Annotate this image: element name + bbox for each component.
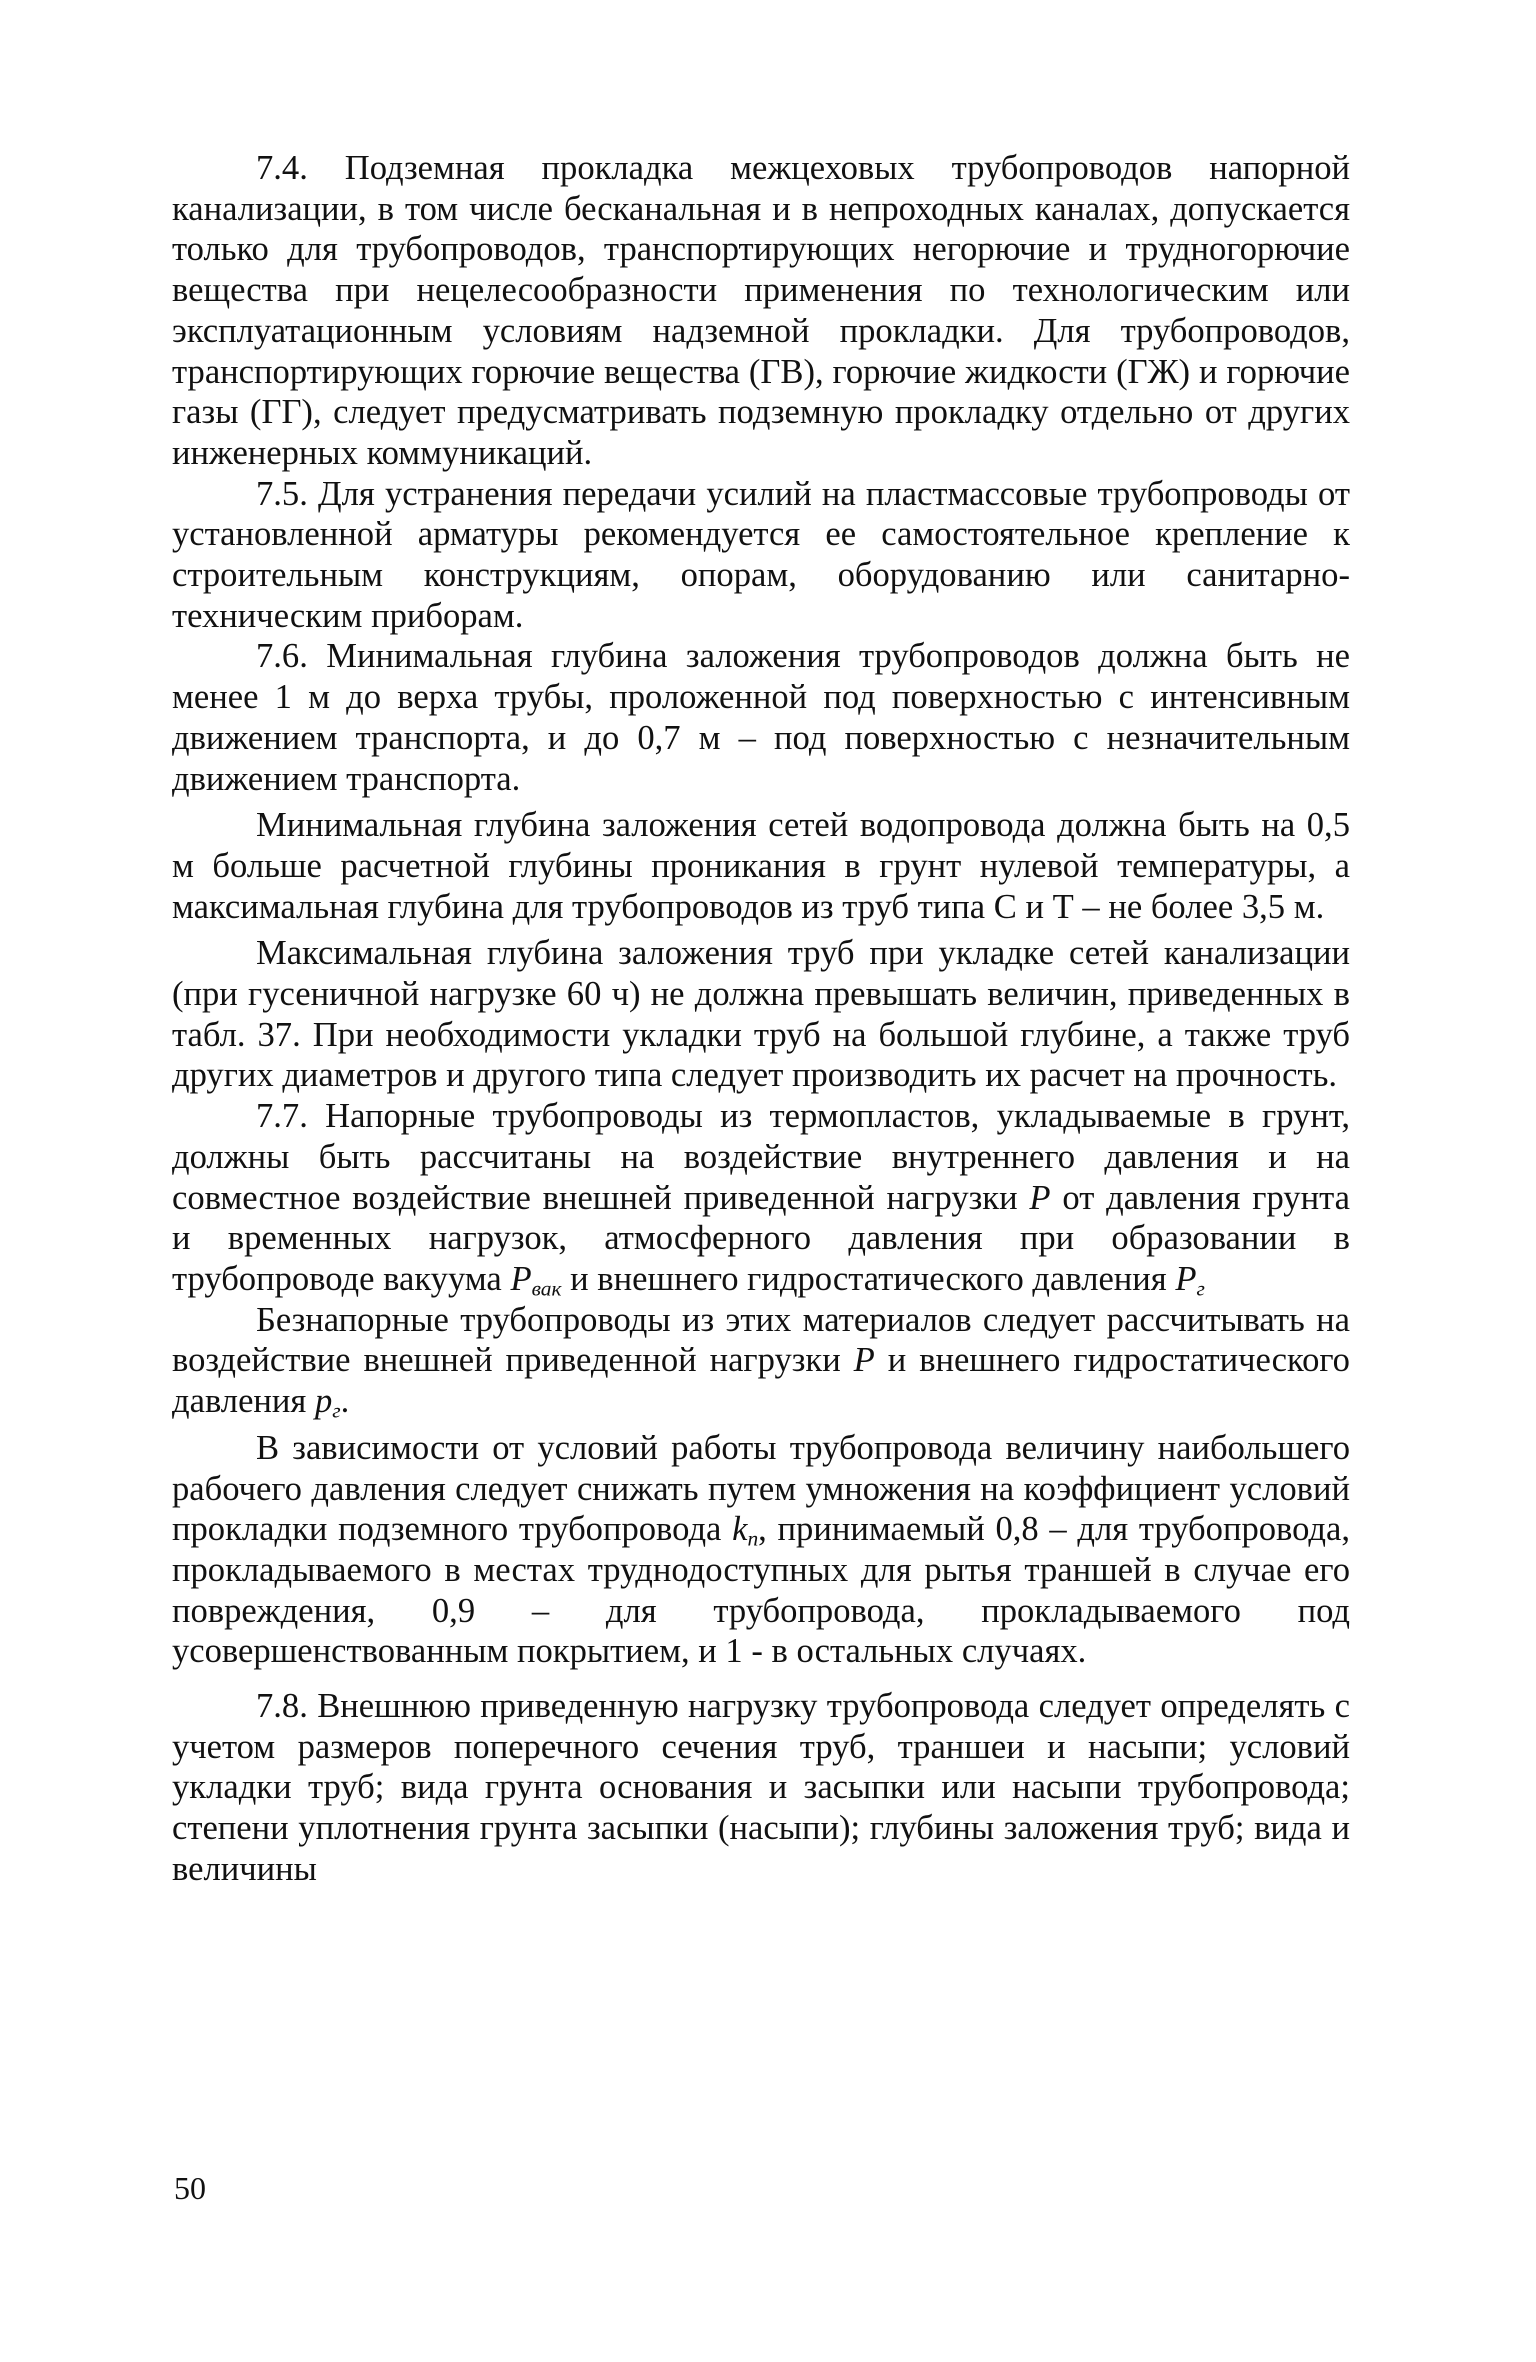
paragraph-7-6: 7.6. Минимальная глубина заложения трубопроводов должна быть не менее 1 м до верха трубы, проложенной под поверхностью с интенсивным движением транспорта, и до 0,7 м – под поверхностью с незначительным движением транспорта.	[172, 637, 1350, 798]
symbol-p-g-2-sub: г	[332, 1398, 341, 1423]
symbol-k-sub: п	[747, 1526, 759, 1551]
paragraph-coefficient-text-1: В зависимости от условий работы трубопровода величину наибольшего рабочего давления следует снижать путем умножения на коэффициент условий прокладки подземного трубопровода	[172, 1428, 1350, 1549]
paragraph-7-7-text-3: и внешнего гидростатического давления	[570, 1259, 1167, 1298]
paragraph-7-5: 7.5. Для устранения передачи усилий на пластмассовые трубопроводы от установленной арматуры рекомендуется ее самостоятельное крепление к строительным конструкциям, опорам, оборудованию или санитарно-техническим приборам.	[172, 474, 1350, 635]
symbol-p-vac	[510, 1259, 562, 1301]
symbol-p-g-2-base: p	[314, 1382, 333, 1421]
symbol-p-vac-sub: вак	[531, 1276, 562, 1301]
paragraph-sewer-depth: Максимальная глубина заложения труб при укладке сетей канализации (при гусеничной нагрузке 60 ч) не должна превышать величин, приведенных в табл. 37. При необходимости укладки труб на большой глубине, а также труб других диаметров и другого типа следует производить их расчет на прочность.	[172, 934, 1350, 1095]
symbol-p-2: P	[853, 1341, 875, 1380]
paragraph-7-7-text-1: 7.7. Напорные трубопроводы из термопластов, укладываемые в грунт, должны быть рассчитаны на воздействие внутреннего давления и на совместное воздействие внешней приведенной нагрузки	[172, 1097, 1350, 1217]
paragraph-non-pressure	[172, 1300, 1350, 1422]
paragraph-water-depth: Минимальная глубина заложения сетей водопровода должна быть на 0,5 м больше расчетной глубины проникания в грунт нулевой температуры, а максимальная глубина для трубопроводов из труб типа С и Т – не более 3,5 м.	[172, 806, 1350, 926]
symbol-k-n	[732, 1510, 759, 1551]
symbol-p-g	[1175, 1259, 1205, 1301]
document-page	[172, 148, 1350, 1890]
paragraph-7-7-text-2: от давления грунта и временных нагрузок, атмосферного давления при образовании в трубопроводе вакуума	[172, 1178, 1350, 1298]
paragraph-7-4: 7.4. Подземная прокладка межцеховых трубопроводов напорной канализации, в том числе бесканальная и в непроходных каналах, допускается только для трубопроводов, транспортирующих негорючие и трудногорючие вещества при нецелесообразности применения по технологическим или эксплуатационным условиям надземной прокладки. Для трубопроводов, транспортирующих горючие вещества (ГВ), горючие жидкости (ГЖ) и горючие газы (ГГ), следует предусматривать подземную прокладку отдельно от других инженерных коммуникаций.	[172, 149, 1350, 472]
paragraph-pressure-coefficient	[172, 1428, 1350, 1672]
symbol-p-vac-base: P	[510, 1259, 532, 1298]
paragraph-non-pressure-text-1: Безнапорные трубопроводы из этих материалов следует рассчитывать на воздействие внешней приведенной нагрузки	[172, 1300, 1350, 1380]
paragraph-non-pressure-text-2: и внешнего гидростатического давления	[172, 1341, 1350, 1421]
symbol-p: P	[1029, 1178, 1051, 1217]
paragraph-coefficient-text-2: , принимаемый 0,8 – для трубопровода, прокладываемого в местах труднодоступных для рытья траншей в случае его повреждения, 0,9 – для трубопровода, прокладываемого под усовершенствованным покрытием, и 1 - в остальных случаях.	[172, 1510, 1350, 1671]
symbol-p-g-sub: г	[1196, 1276, 1205, 1301]
period: .	[340, 1382, 350, 1421]
paragraph-7-7	[172, 1096, 1350, 1300]
symbol-p-g-2	[314, 1382, 341, 1423]
symbol-p-g-base: P	[1175, 1259, 1197, 1298]
symbol-k-base: k	[732, 1510, 748, 1549]
paragraph-7-8: 7.8. Внешнюю приведенную нагрузку трубопровода следует определять с учетом размеров поперечного сечения труб, траншеи и насыпи; условий укладки труб; вида грунта основания и засыпки или насыпи трубопровода; степени уплотнения грунта засыпки (насыпи); глубины заложения труб; вида и величины	[172, 1687, 1350, 1888]
page-number: 50	[174, 2170, 206, 2206]
